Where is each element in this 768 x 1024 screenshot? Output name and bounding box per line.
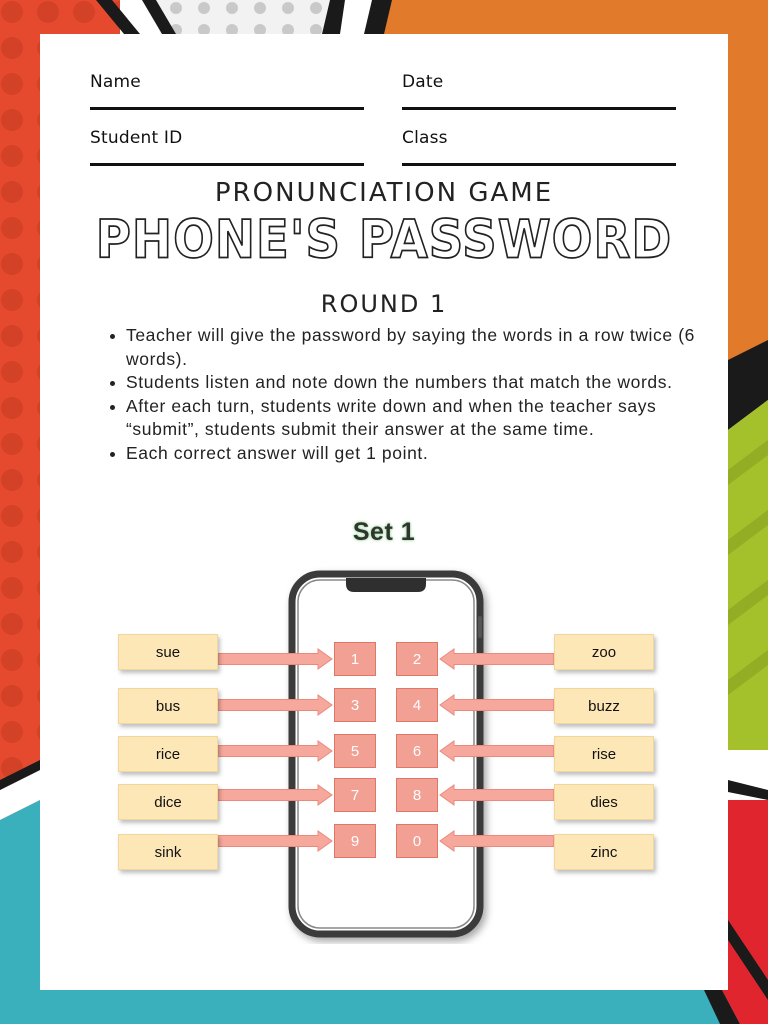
worksheet (40, 34, 728, 990)
rule-item: Teacher will give the password by saying the words in a row twice (6 words). (126, 324, 706, 371)
keypad-key: 9 (334, 824, 376, 858)
left-word-box: sink (118, 834, 218, 870)
keypad-key: 8 (396, 778, 438, 812)
right-word-box: dies (554, 784, 654, 820)
right-word-box: buzz (554, 688, 654, 724)
name-label: Name (90, 72, 141, 92)
rule-item: Students listen and note down the numbers that match the words. (126, 371, 706, 395)
left-word-box: dice (118, 784, 218, 820)
arrow-right (218, 831, 332, 851)
keypad-key: 7 (334, 778, 376, 812)
arrow-left (440, 785, 554, 805)
keypad-key: 3 (334, 688, 376, 722)
round-title: ROUND 1 (320, 290, 448, 318)
right-word-box: rise (554, 736, 654, 772)
left-word-box: bus (118, 688, 218, 724)
keypad-key: 0 (396, 824, 438, 858)
right-word-box: zinc (554, 834, 654, 870)
arrow-left (440, 831, 554, 851)
arrow-right (218, 649, 332, 669)
arrow-right (218, 741, 332, 761)
right-word-box: zoo (554, 634, 654, 670)
main-title: PHONE'S PASSWORD (95, 209, 673, 271)
arrow-left (440, 741, 554, 761)
keypad-key: 1 (334, 642, 376, 676)
rule-item: After each turn, students write down and when the teacher says “submit”, students submit their answer at the same time. (126, 395, 706, 442)
keypad-key: 2 (396, 642, 438, 676)
arrow-right (218, 785, 332, 805)
arrow-left (440, 695, 554, 715)
arrow-left (440, 649, 554, 669)
date-label: Date (402, 72, 444, 92)
keypad-key: 4 (396, 688, 438, 722)
student-id-label: Student ID (90, 128, 183, 148)
left-word-box: rice (118, 736, 218, 772)
keypad-key: 6 (396, 734, 438, 768)
arrow-right (218, 695, 332, 715)
class-label: Class (402, 128, 448, 148)
game-title: PRONUNCIATION GAME (214, 178, 554, 208)
keypad-key: 5 (334, 734, 376, 768)
rule-item: Each correct answer will get 1 point. (126, 442, 706, 466)
set-title: Set 1 (352, 518, 416, 546)
left-word-box: sue (118, 634, 218, 670)
